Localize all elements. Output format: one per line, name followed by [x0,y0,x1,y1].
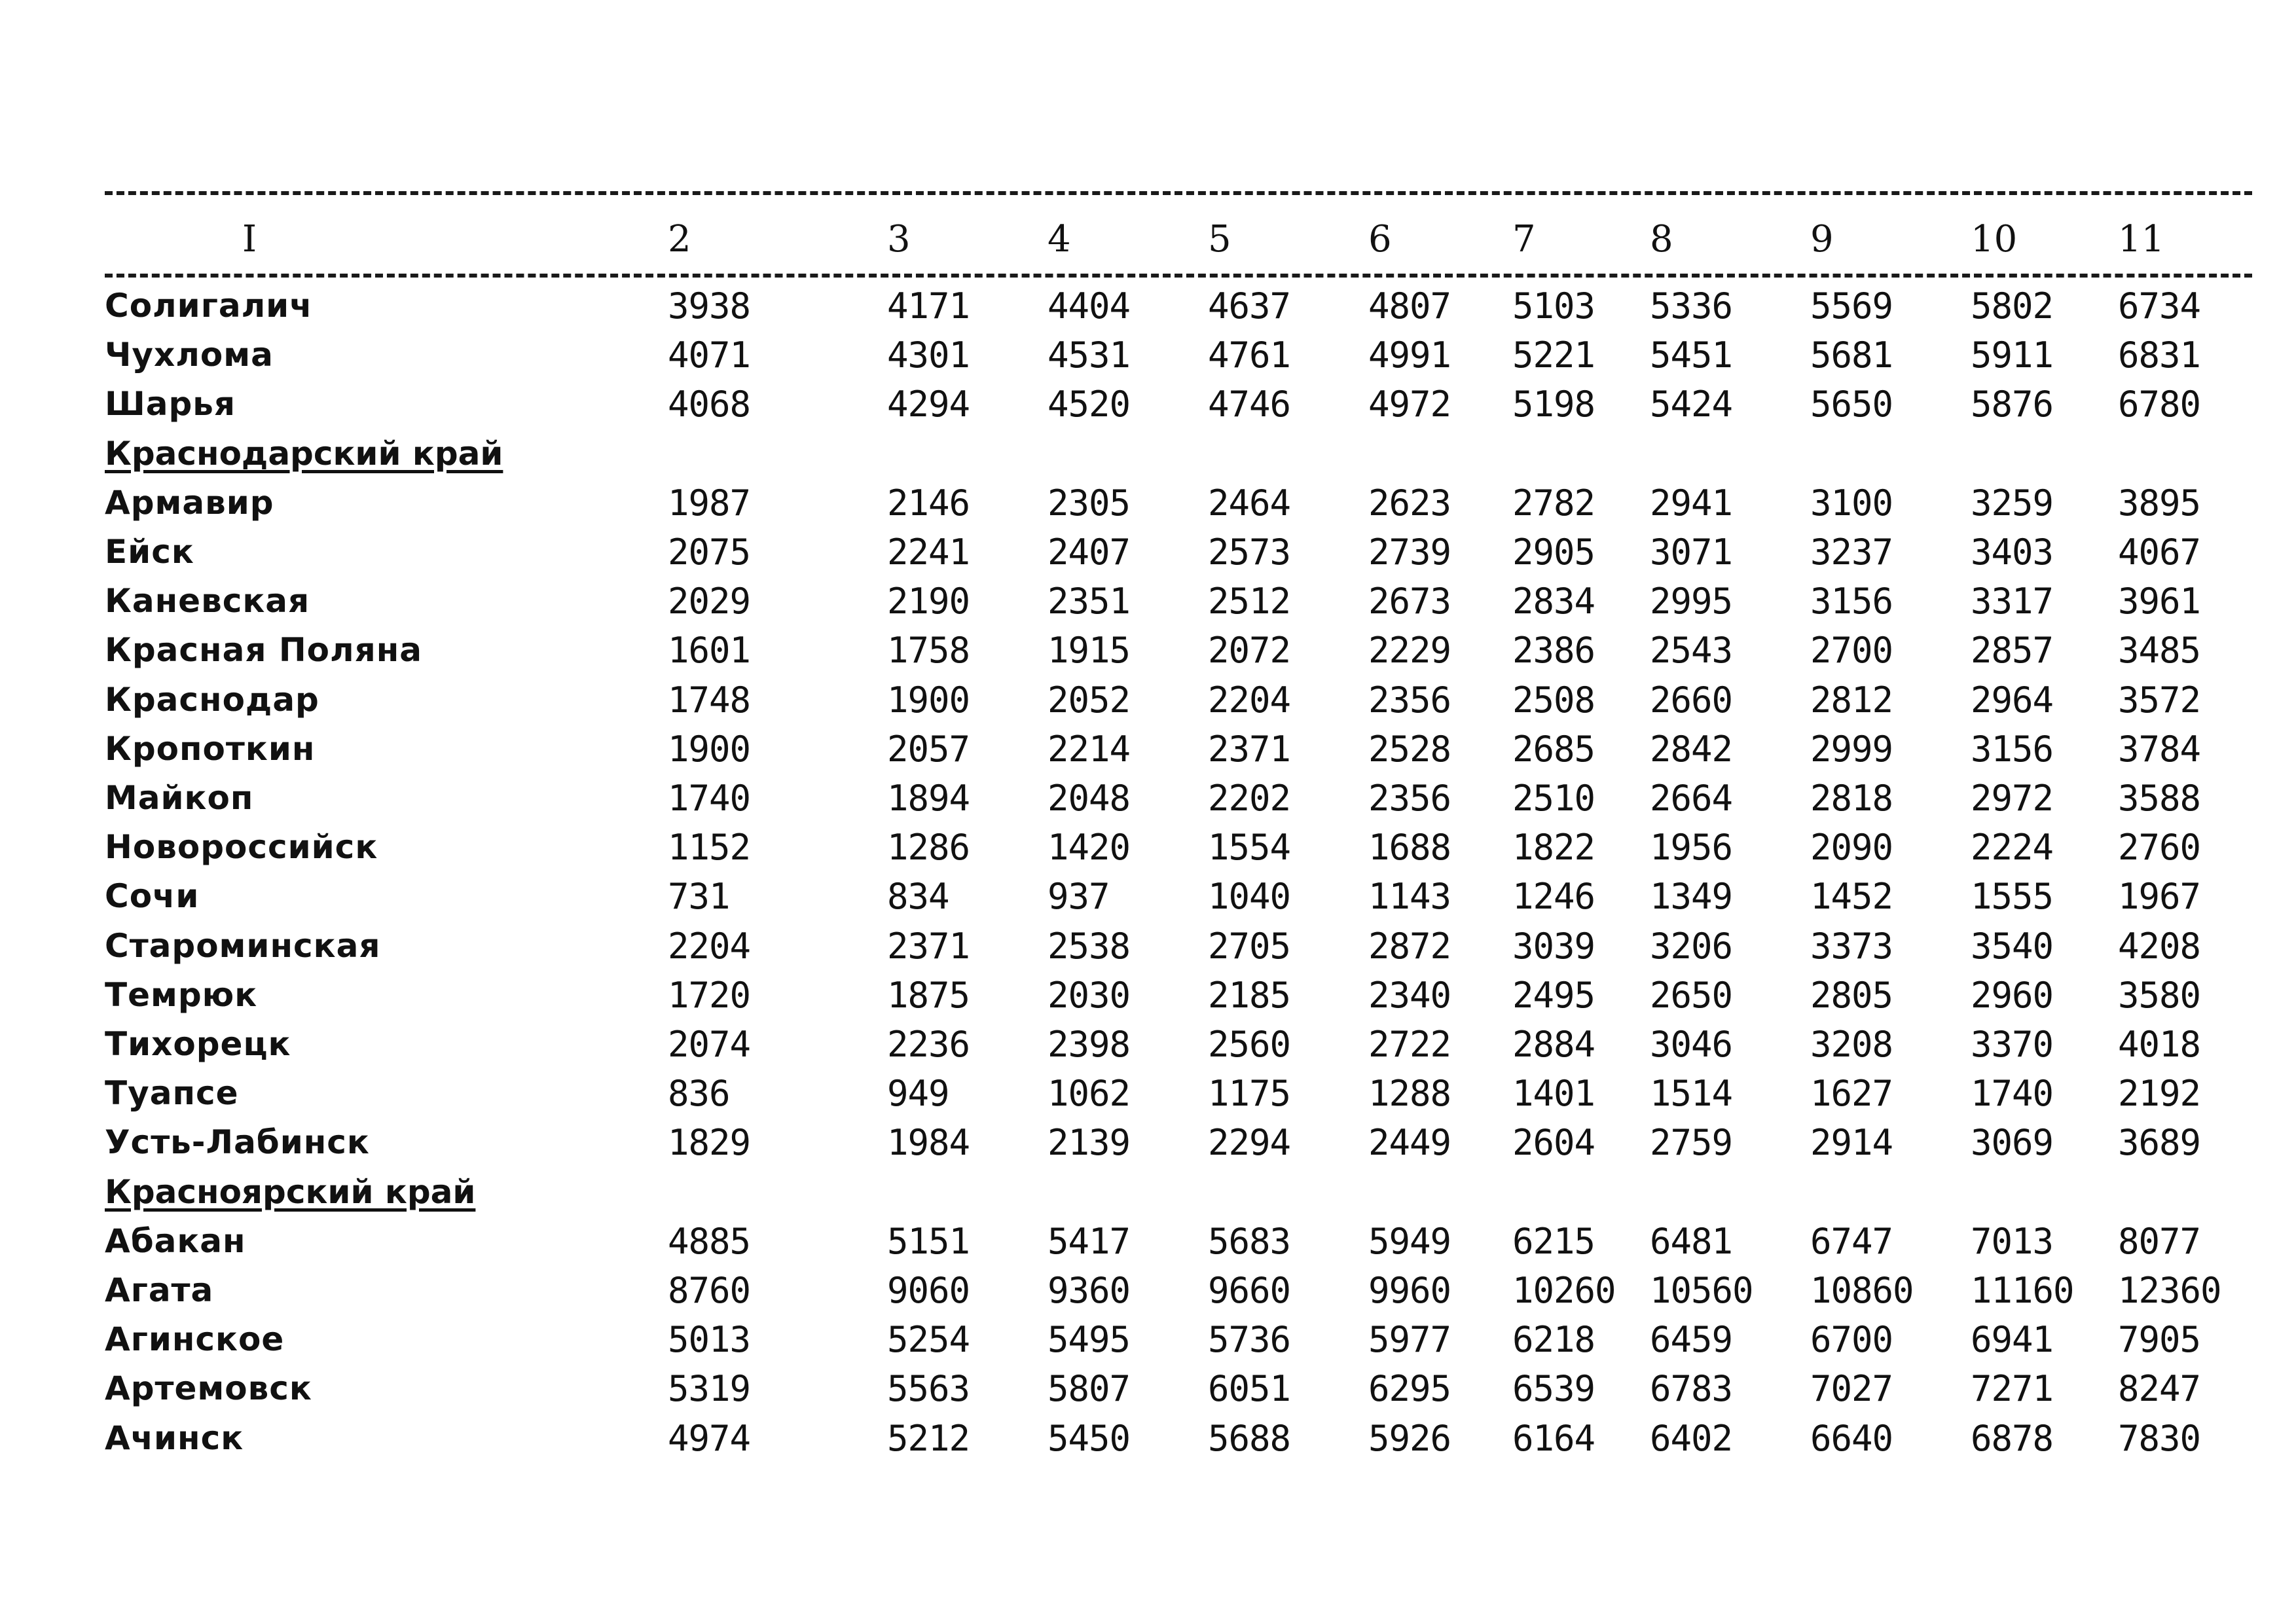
table-cell: 2538 [1048,925,1131,967]
table-cell: 6878 [1971,1417,2054,1459]
table-cell: 5650 [1810,384,1893,425]
table-row [0,1020,2296,1069]
table-cell: 2857 [1971,630,2054,672]
city-name: Староминская [105,926,381,965]
table-cell: 731 [668,876,730,918]
table-cell: 6941 [1971,1319,2054,1361]
table-cell: 2139 [1048,1122,1131,1164]
column-header-4: 4 [1048,218,1071,261]
table-cell: 10260 [1512,1270,1616,1311]
table-cell: 4067 [2118,532,2201,573]
table-cell: 4531 [1048,334,1131,376]
table-cell: 3071 [1650,532,1733,573]
table-cell: 2356 [1368,679,1451,721]
table-cell: 1740 [1971,1073,2054,1115]
table-cell: 1420 [1048,827,1131,869]
table-cell: 5212 [887,1417,970,1459]
table-cell: 6831 [2118,334,2201,376]
table-cell: 2842 [1650,728,1733,770]
table-row [0,331,2296,380]
table-cell: 6402 [1650,1417,1733,1459]
city-name: Новороссийск [105,828,378,867]
table-cell: 5926 [1368,1417,1451,1459]
table-cell: 2760 [2118,827,2201,869]
table-cell: 2543 [1650,630,1733,672]
table-cell: 3689 [2118,1122,2201,1164]
table-row [0,872,2296,921]
table-cell: 2759 [1650,1122,1733,1164]
table-cell: 1452 [1810,876,1893,918]
table-row [0,1315,2296,1364]
table-cell: 7271 [1971,1368,2054,1410]
table-cell: 4972 [1368,384,1451,425]
table-cell: 3784 [2118,728,2201,770]
table-cell: 6539 [1512,1368,1595,1410]
table-cell: 3580 [2118,974,2201,1016]
table-cell: 1967 [2118,876,2201,918]
table-cell: 2407 [1048,532,1131,573]
table-cell: 2190 [887,581,970,623]
table-row [0,1364,2296,1413]
table-cell: 4071 [668,334,751,376]
table-cell: 2700 [1810,630,1893,672]
table-cell: 5450 [1048,1417,1131,1459]
table-cell: 9960 [1368,1270,1451,1311]
table-cell: 2356 [1368,778,1451,819]
table-cell: 5424 [1650,384,1733,425]
table-cell: 2495 [1512,974,1595,1016]
table-cell: 10860 [1810,1270,1914,1311]
table-cell: 3069 [1971,1122,2054,1164]
table-cell: 5949 [1368,1220,1451,1262]
table-cell: 4761 [1208,334,1291,376]
table-cell: 5254 [887,1319,970,1361]
column-header-11: 11 [2118,218,2165,261]
table-row [0,1266,2296,1315]
table-cell: 6164 [1512,1417,1595,1459]
column-header-3: 3 [887,218,911,261]
table-cell: 2528 [1368,728,1451,770]
table-cell: 1288 [1368,1073,1451,1115]
table-cell: 2818 [1810,778,1893,819]
table-cell: 2604 [1512,1122,1595,1164]
table-cell: 2386 [1512,630,1595,672]
table-cell: 2371 [1208,728,1291,770]
city-name: Майкоп [105,779,254,817]
region-heading-row [0,429,2296,478]
table-cell: 3572 [2118,679,2201,721]
table-cell: 6051 [1208,1368,1291,1410]
city-name: Агата [105,1271,214,1309]
table-cell: 1900 [887,679,970,721]
table-cell: 4807 [1368,285,1451,327]
table-row [0,281,2296,331]
table-cell: 6481 [1650,1220,1733,1262]
table-cell: 3259 [1971,482,2054,524]
table-cell: 834 [887,876,949,918]
table-cell: 8247 [2118,1368,2201,1410]
table-cell: 2685 [1512,728,1595,770]
table-cell: 2241 [887,532,970,573]
table-cell: 2905 [1512,532,1595,573]
table-cell: 2884 [1512,1024,1595,1065]
table-cell: 1984 [887,1122,970,1164]
table-cell: 1175 [1208,1073,1291,1115]
table-cell: 1514 [1650,1073,1733,1115]
table-row [0,626,2296,675]
table-cell: 1987 [668,482,751,524]
table-cell: 3373 [1810,925,1893,967]
table-cell: 3046 [1650,1024,1733,1065]
city-name: Солигалич [105,287,313,325]
table-header-row [0,215,2296,264]
city-name: Туапсе [105,1074,239,1113]
table-cell: 5736 [1208,1319,1291,1361]
table-cell: 2052 [1048,679,1131,721]
table-cell: 3156 [1971,728,2054,770]
table-cell: 3156 [1810,581,1893,623]
table-cell: 9360 [1048,1270,1131,1311]
table-row [0,1118,2296,1167]
table-cell: 6218 [1512,1319,1595,1361]
table-cell: 4520 [1048,384,1131,425]
city-name: Ейск [105,533,194,571]
table-cell: 5911 [1971,334,2054,376]
table-cell: 2664 [1650,778,1733,819]
table-cell: 4068 [668,384,751,425]
table-cell: 1601 [668,630,751,672]
table-cell: 2722 [1368,1024,1451,1065]
city-name: Усть-Лабинск [105,1123,370,1162]
table-cell: 6734 [2118,285,2201,327]
table-cell: 12360 [2118,1270,2221,1311]
table-cell: 6215 [1512,1220,1595,1262]
table-cell: 2660 [1650,679,1733,721]
table-cell: 5417 [1048,1220,1131,1262]
table-cell: 1740 [668,778,751,819]
table-cell: 5876 [1971,384,2054,425]
table-cell: 2075 [668,532,751,573]
city-name: Кропоткин [105,729,316,768]
table-cell: 3895 [2118,482,2201,524]
table-cell: 2192 [2118,1073,2201,1115]
table-cell: 2030 [1048,974,1131,1016]
table-cell: 2805 [1810,974,1893,1016]
table-row [0,528,2296,577]
region-heading-row [0,1168,2296,1217]
table-cell: 2872 [1368,925,1451,967]
table-cell: 3938 [668,285,751,327]
city-name: Сочи [105,877,200,916]
table-cell: 1062 [1048,1073,1131,1115]
table-cell: 2739 [1368,532,1451,573]
table-cell: 1900 [668,728,751,770]
table-cell: 2464 [1208,482,1291,524]
table-cell: 2074 [668,1024,751,1065]
table-cell: 1758 [887,630,970,672]
table-cell: 6700 [1810,1319,1893,1361]
city-name: Темрюк [105,975,258,1014]
table-cell: 4746 [1208,384,1291,425]
column-header-7: 7 [1512,218,1536,261]
table-header-rule [105,274,2252,278]
city-name: Чухлома [105,336,274,374]
table-cell: 5013 [668,1319,751,1361]
table-cell: 2305 [1048,482,1131,524]
table-row [0,971,2296,1020]
table-cell: 3317 [1971,581,2054,623]
region-heading: Краснодарский край [105,434,503,473]
table-cell: 3100 [1810,482,1893,524]
table-top-rule [105,191,2252,195]
table-cell: 2072 [1208,630,1291,672]
city-name: Ачинск [105,1418,244,1457]
table-cell: 2782 [1512,482,1595,524]
table-cell: 2351 [1048,581,1131,623]
table-cell: 4637 [1208,285,1291,327]
table-cell: 2185 [1208,974,1291,1016]
table-row [0,725,2296,774]
table-cell: 6780 [2118,384,2201,425]
table-cell: 6747 [1810,1220,1893,1262]
city-name: Краснодар [105,680,319,719]
table-cell: 1555 [1971,876,2054,918]
table-cell: 2960 [1971,974,2054,1016]
table-row [0,922,2296,971]
table-cell: 3208 [1810,1024,1893,1065]
table-cell: 2995 [1650,581,1733,623]
table-cell: 1040 [1208,876,1291,918]
table-cell: 4171 [887,285,970,327]
table-cell: 2512 [1208,581,1291,623]
table-cell: 7013 [1971,1220,2054,1262]
table-cell: 2650 [1650,974,1733,1016]
table-cell: 2048 [1048,778,1131,819]
table-cell: 4404 [1048,285,1131,327]
table-cell: 2508 [1512,679,1595,721]
table-cell: 1286 [887,827,970,869]
table-cell: 1894 [887,778,970,819]
table-cell: 1554 [1208,827,1291,869]
table-cell: 9660 [1208,1270,1291,1311]
table-row [0,577,2296,626]
table-cell: 2914 [1810,1122,1893,1164]
table-cell: 5563 [887,1368,970,1410]
table-cell: 4018 [2118,1024,2201,1065]
table-cell: 1748 [668,679,751,721]
table-cell: 5319 [668,1368,751,1410]
table-cell: 1246 [1512,876,1595,918]
table-cell: 2812 [1810,679,1893,721]
table-cell: 1829 [668,1122,751,1164]
table-cell: 2029 [668,581,751,623]
table-cell: 4991 [1368,334,1451,376]
table-cell: 2224 [1971,827,2054,869]
column-header-1: I [242,218,257,261]
table-cell: 1688 [1368,827,1451,869]
column-header-10: 10 [1971,218,2018,261]
city-name: Армавир [105,483,274,522]
city-name: Абакан [105,1221,246,1260]
table-row [0,1414,2296,1463]
table-cell: 2146 [887,482,970,524]
table-cell: 2236 [887,1024,970,1065]
table-cell: 1956 [1650,827,1733,869]
table-cell: 2340 [1368,974,1451,1016]
table-cell: 4974 [668,1417,751,1459]
table-cell: 5336 [1650,285,1733,327]
table-row [0,1069,2296,1118]
column-header-5: 5 [1208,218,1231,261]
table-cell: 5807 [1048,1368,1131,1410]
table-cell: 3485 [2118,630,2201,672]
table-cell: 2964 [1971,679,2054,721]
table-cell: 2398 [1048,1024,1131,1065]
table-cell: 5683 [1208,1220,1291,1262]
city-name: Артемовск [105,1369,312,1408]
table-cell: 1401 [1512,1073,1595,1115]
table-cell: 2941 [1650,482,1733,524]
table-cell: 3039 [1512,925,1595,967]
table-cell: 2202 [1208,778,1291,819]
table-cell: 2705 [1208,925,1291,967]
table-cell: 6459 [1650,1319,1733,1361]
table-cell: 4294 [887,384,970,425]
table-cell: 5198 [1512,384,1595,425]
table-cell: 1349 [1650,876,1733,918]
table-row [0,1217,2296,1266]
table-row [0,823,2296,872]
table-cell: 5977 [1368,1319,1451,1361]
table-cell: 937 [1048,876,1110,918]
table-cell: 3961 [2118,581,2201,623]
table-cell: 8077 [2118,1220,2201,1262]
table-cell: 2057 [887,728,970,770]
table-cell: 7830 [2118,1417,2201,1459]
table-cell: 2204 [1208,679,1291,721]
region-heading: Красноярский край [105,1172,476,1211]
table-cell: 2371 [887,925,970,967]
table-cell: 10560 [1650,1270,1753,1311]
table-cell: 2449 [1368,1122,1451,1164]
city-name: Тихорецк [105,1025,291,1063]
table-cell: 5151 [887,1220,970,1262]
city-name: Каневская [105,582,310,621]
table-cell: 9060 [887,1270,970,1311]
table-cell: 1152 [668,827,751,869]
table-cell: 3540 [1971,925,2054,967]
table-cell: 2573 [1208,532,1291,573]
table-cell: 2972 [1971,778,2054,819]
table-cell: 5221 [1512,334,1595,376]
table-cell: 2204 [668,925,751,967]
table-cell: 6783 [1650,1368,1733,1410]
table-cell: 2623 [1368,482,1451,524]
table-row [0,478,2296,528]
table-cell: 3588 [2118,778,2201,819]
table-cell: 836 [668,1073,730,1115]
table-row [0,676,2296,725]
table-cell: 1822 [1512,827,1595,869]
table-cell: 7027 [1810,1368,1893,1410]
table-cell: 2229 [1368,630,1451,672]
table-cell: 1720 [668,974,751,1016]
table-cell: 5103 [1512,285,1595,327]
table-cell: 2510 [1512,778,1595,819]
table-cell: 11160 [1971,1270,2074,1311]
table-cell: 949 [887,1073,949,1115]
city-name: Красная Поляна [105,631,423,670]
table-cell: 5495 [1048,1319,1131,1361]
city-name: Шарья [105,385,236,424]
table-cell: 2999 [1810,728,1893,770]
table-cell: 2834 [1512,581,1595,623]
table-cell: 5451 [1650,334,1733,376]
table-cell: 1875 [887,974,970,1016]
table-cell: 5688 [1208,1417,1291,1459]
table-cell: 2214 [1048,728,1131,770]
table-cell: 3237 [1810,532,1893,573]
table-cell: 1143 [1368,876,1451,918]
column-header-8: 8 [1650,218,1673,261]
city-name: Агинское [105,1320,285,1359]
table-cell: 5802 [1971,285,2054,327]
table-cell: 5681 [1810,334,1893,376]
table-row [0,380,2296,429]
table-cell: 3403 [1971,532,2054,573]
table-cell: 2294 [1208,1122,1291,1164]
table-cell: 1915 [1048,630,1131,672]
column-header-9: 9 [1810,218,1834,261]
table-cell: 1627 [1810,1073,1893,1115]
column-header-6: 6 [1368,218,1392,261]
table-cell: 4885 [668,1220,751,1262]
table-cell: 4208 [2118,925,2201,967]
table-row [0,774,2296,823]
table-cell: 3370 [1971,1024,2054,1065]
table-cell: 2560 [1208,1024,1291,1065]
table-cell: 3206 [1650,925,1733,967]
column-header-2: 2 [668,218,691,261]
table-cell: 8760 [668,1270,751,1311]
table-cell: 5569 [1810,285,1893,327]
table-cell: 6295 [1368,1368,1451,1410]
table-cell: 2090 [1810,827,1893,869]
table-cell: 6640 [1810,1417,1893,1459]
table-cell: 2673 [1368,581,1451,623]
table-cell: 4301 [887,334,970,376]
table-cell: 7905 [2118,1319,2201,1361]
